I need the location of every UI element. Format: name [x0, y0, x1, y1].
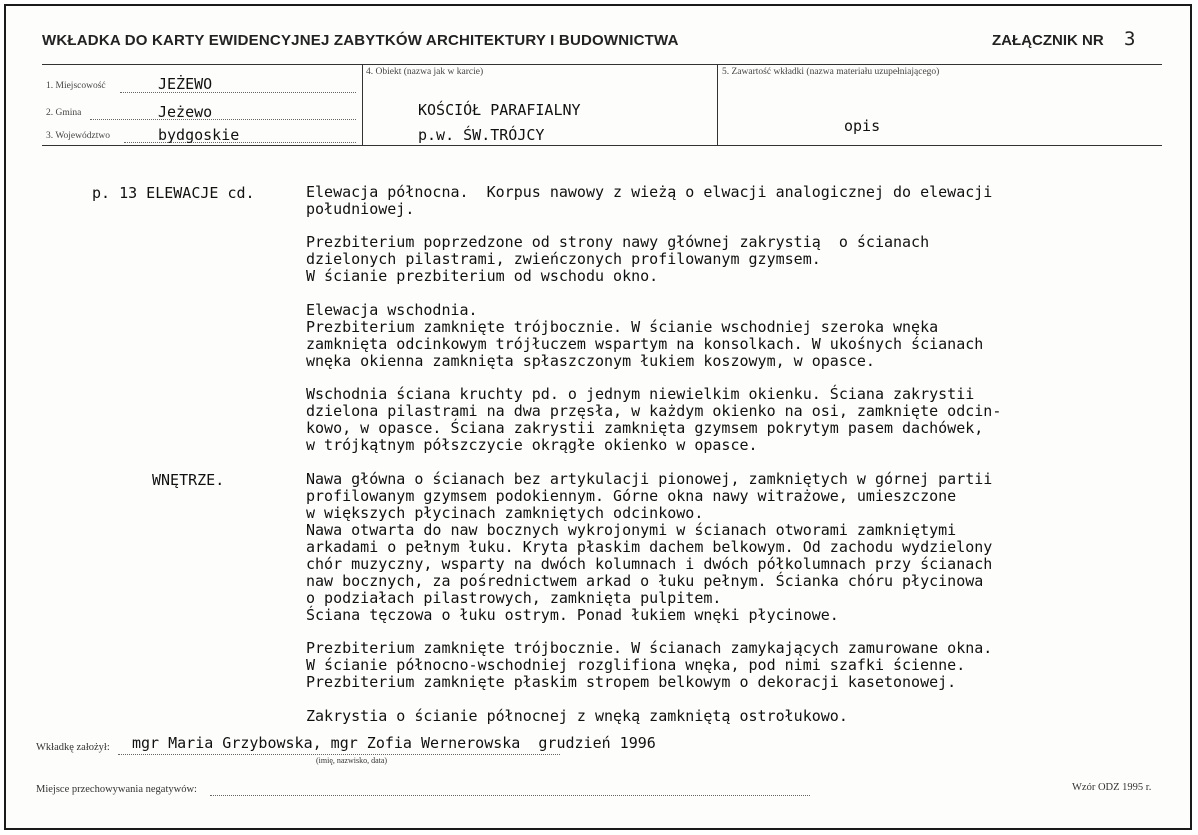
- voivodeship-value: bydgoskie: [158, 126, 240, 144]
- commune-line: [90, 119, 356, 120]
- paragraph-nave-interior: Nawa główna o ścianach bez artykulacji pionowej, zamkniętych w górnej partii profilowanym gzymsem podokiennym. Górne okna nawy witrażowe, umieszczone w większych płycinach zamkniętych odcinkowo. Nawa otwarta do naw bocznych wykrojonymi w ścianach otworami zamkniętymi arkadami o pełnym łuku. Kryta płaskim dachem belkowym. Od zachodu wydzielony chór muzyczny, wsparty na dwóch kolumnach i dwóch półkolumnach przy ścianach naw bocznych, za pośrednictwem arkad o łuku pełnym. Ścianka chóru płycinowa o podziałach pilastrowych, zamknięta pulpitem. Ściana tęczowa o łuku ostrym. Ponad łukiem wnęki płycinowe.: [306, 470, 993, 624]
- negatives-line: [210, 795, 810, 796]
- voivodeship-label: 3. Województwo: [46, 131, 110, 141]
- object-label: 4. Obiekt (nazwa jak w karcie): [366, 67, 484, 77]
- commune-label: 2. Gmina: [46, 108, 82, 118]
- object-name-line2: p.w. ŚW.TRÓJCY: [418, 126, 545, 144]
- section-label-elevations: p. 13 ELEWACJE cd.: [92, 184, 255, 202]
- content-value: opis: [844, 117, 881, 135]
- author-label: Wkładkę założył:: [36, 742, 110, 753]
- commune-value: Jeżewo: [158, 103, 213, 121]
- attachment-number: 3: [1124, 28, 1136, 50]
- paragraph-sacristy: Zakrystia o ścianie północnej z wnęką zamkniętą ostrołukowo.: [306, 707, 848, 725]
- field-divider: [362, 65, 363, 145]
- author-line: [118, 754, 560, 755]
- paragraph-porch-sacristy: Wschodnia ściana kruchty pd. o jednym niewielkim okienku. Ściana zakrystii dzielona pilastrami na dwa przęsła, w każdym okienko na osi, zamknięte odcin- kowo, w opasce. Ściana zakrystii zamknięta gzymsem pokrytym pasem dachówek, w trójkątnym półszczycie okrągłe okienko w opasce.: [306, 385, 1002, 454]
- paragraph-presbytery-interior: Prezbiterium zamknięte trójbocznie. W ścianach zamykających zamurowane okna. W ścianie północno-wschodniej rozglifiona wnęka, pod nimi szafki ścienne. Prezbiterium zamknięte płaskim stropem belkowym o dekoracji kasetonowej.: [306, 639, 993, 691]
- content-label: 5. Zawartość wkładki (nazwa materiału uzupełniającego): [722, 67, 940, 77]
- object-name-line1: KOŚCIÓŁ PARAFIALNY: [418, 101, 581, 119]
- negatives-label: Miejsce przechowywania negatywów:: [36, 784, 197, 795]
- locality-value: JEŻEWO: [158, 75, 213, 93]
- form-id: Wzór ODZ 1995 r.: [1072, 782, 1152, 793]
- paragraph-north-elevation: Elewacja północna. Korpus nawowy z wieżą o elwacji analogicznej do elewacji południowej.: [306, 183, 993, 218]
- author-hint: (imię, nazwisko, data): [316, 756, 388, 765]
- attachment-label: ZAŁĄCZNIK NR: [992, 32, 1104, 49]
- section-label-interior: WNĘTRZE.: [152, 471, 225, 489]
- field-divider: [717, 65, 718, 145]
- author-value: mgr Maria Grzybowska, mgr Zofia Wernerowska grudzień 1996: [132, 734, 656, 752]
- locality-line: [120, 92, 356, 93]
- form-title: WKŁADKA DO KARTY EWIDENCYJNEJ ZABYTKÓW ARCHITEKTURY I BUDOWNICTWA: [42, 32, 679, 49]
- document-page: [4, 4, 1192, 830]
- paragraph-east-elevation: Elewacja wschodnia. Prezbiterium zamknięte trójbocznie. W ścianie wschodniej szeroka wnęka zamknięta odcinkowym trójłuczem wspartym na konsolkach. W ukośnych ścianach wnęka okienna zamknięta spłaszczonym łukiem koszowym, w opasce.: [306, 301, 984, 370]
- paragraph-presbytery: Prezbiterium poprzedzone od strony nawy głównej zakrystią o ścianach dzielonych pilastrami, zwieńczonych profilowanym gzymsem. W ścianie prezbiterium od wschodu okno.: [306, 233, 930, 285]
- header-fields-box: [42, 64, 1162, 146]
- locality-label: 1. Miejscowość: [46, 81, 106, 91]
